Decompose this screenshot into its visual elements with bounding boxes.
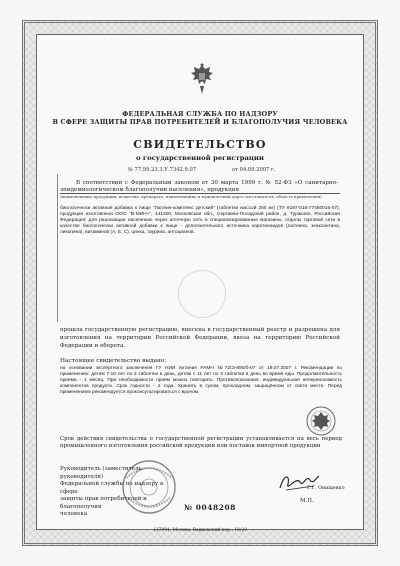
document-subtitle: о государственной регистрации (136, 154, 264, 162)
double-headed-eagle-emblem-icon (188, 62, 216, 96)
agency-line-1: ФЕДЕРАЛЬНАЯ СЛУЖБА ПО НАДЗОРУ (122, 110, 278, 118)
law-reference-text: В соответствии с Федеральным законом от 30 марта 1999 г. № 52-ФЗ «О санитарно-эпидемиологическом благополучии населения», продукция (60, 180, 338, 193)
handwritten-signature-icon (276, 470, 322, 496)
product-field-hint: (наименование продукции, вещества, препарата, наименование и юридический адрес изготовителя, область применения) (60, 194, 322, 199)
signer-initials: Г.Г. Онищенко (307, 486, 345, 491)
signer-line-4: человека (60, 511, 88, 517)
emblem-seal-icon (305, 405, 337, 437)
validity-statement: Срок действия свидетельства о государственной регистрации устанавливается на весь период промышленного изготовления российской продукции или поставок импортной продукции (60, 436, 342, 449)
registration-statement: прошла государственную регистрацию, внесена в государственный реестр и разрешена для изготовления на территории Российской Федерации, ввоза на территорию Российской Федерации и оборота. (60, 327, 340, 349)
signer-line-3: защиты прав потребителей и благополучия (60, 496, 147, 510)
product-description: биологически активная добавка к пище "Лютеин-комплекс детский" (таблетки массой 250 мг) (ТУ 9197-015-77480016-07), продукция изготовлена ООО "В-МИН+", 141300, Московская обл., Сергиево-Посадский район, д. Тураково, Российская Федерация; для реализации населению через аптечную сеть и специализированные магазины, отделы торговой сети в качестве биологически активной добавки к пище - дополнительного источника каротиноидов (лютеина, зеаксантина, ликопина), витаминов (А, Е, С), цинка, таурина, антоцианов. (60, 206, 340, 235)
margin-rule (57, 174, 58, 322)
expert-basis-text: на основании экспертного заключения ГУ НИИ питания РАМН №72/Э-890/б-07 от 19.07.2007 г. Рекомендации по применению: детям 7-10 лет по 2 таблетки в день, детям с 11 лет по 3 таблетки в день во время еды. Продолжительность приёма - 1 месяц. При необходимости приём можно повторить. Противопоказания: индивидуальная непереносимость компонентов продукта. Срок годности - 2 года. Хранить в сухом, прохладном, защищённом от света месте. Перед применением рекомендуется проконсультироваться с врачом. (60, 366, 342, 395)
document-title: СВИДЕТЕЛЬСТВО (133, 138, 267, 151)
watermark-emblem-icon (178, 270, 226, 318)
form-serial-number: № 0048208 (184, 503, 237, 512)
registration-number: № 77.99.23.3.У.7342.9.07 (128, 167, 197, 173)
signer-line-2: Федеральной службы по надзору в сфере (60, 481, 164, 495)
issued-label: Настоящее свидетельство выдано: (60, 358, 167, 364)
seal-place-label: М.П. (300, 498, 314, 504)
official-round-stamp-icon (120, 458, 178, 516)
agency-line-2: В СФЕРЕ ЗАЩИТЫ ПРАВ ПОТРЕБИТЕЛЕЙ И БЛАГОПОЛУЧИЯ ЧЕЛОВЕКА (52, 118, 348, 126)
issuer-address: 127994, Москва, Вадковский пер., 18/20 (153, 528, 247, 533)
signer-line-1: Руководитель (заместитель руководителя) (60, 466, 142, 480)
registration-date: от 04.09.2007 г. (232, 167, 276, 173)
agency-name (40, 110, 360, 126)
